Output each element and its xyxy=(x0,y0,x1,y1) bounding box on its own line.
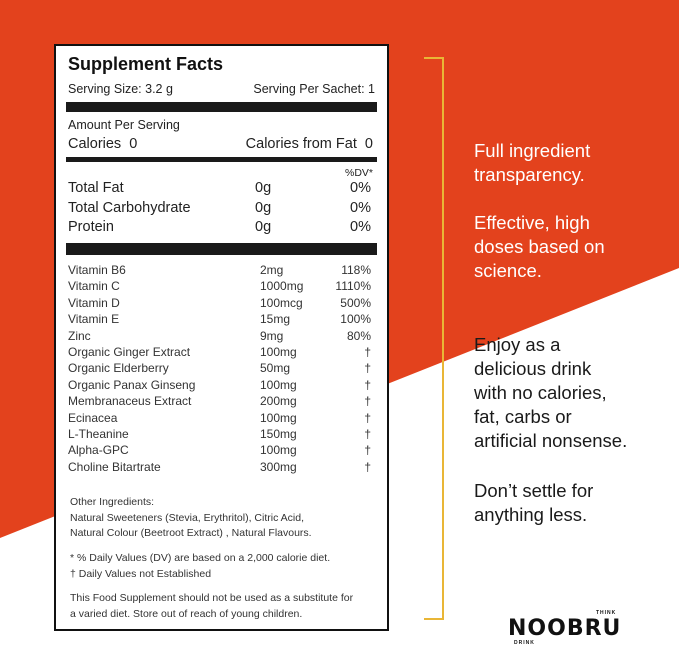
nutrient-row xyxy=(68,410,371,426)
blurb-line: Full ingredient xyxy=(474,140,591,161)
nutrient-name: Membranaceus Extract xyxy=(68,394,192,409)
supplement-facts-label xyxy=(54,44,389,631)
nutrient-dv: 1110% xyxy=(335,279,371,294)
nutrient-dv: † xyxy=(364,344,371,359)
dv-header: %DV* xyxy=(344,167,373,179)
nutrient-name: Organic Panax Ginseng xyxy=(68,377,196,392)
macro-dv: 0% xyxy=(350,219,371,235)
gold-bracket xyxy=(424,57,444,620)
nutrient-row xyxy=(68,442,371,458)
nutrient-dv: 100% xyxy=(340,312,371,327)
nutrient-name: Zinc xyxy=(68,328,91,343)
nutrient-value: 2mg xyxy=(260,263,284,277)
nutrient-value: 200mg xyxy=(260,394,297,409)
nutrient-value: 100mg xyxy=(260,344,297,359)
nutrient-value: 1000mg xyxy=(260,279,304,294)
blurb-line: transparency. xyxy=(474,164,585,185)
nutrient-row xyxy=(68,295,371,311)
nutrient-row xyxy=(68,328,371,344)
nutrient-row xyxy=(68,459,371,475)
macros-row-1 xyxy=(68,200,371,216)
nutrient-dv: † xyxy=(364,361,371,376)
blurb-effective xyxy=(474,211,669,283)
footnote-dv: * % Daily Values (DV) are based on a 2,000 calorie diet. xyxy=(70,552,331,564)
blurb-line: Enjoy as a xyxy=(474,334,561,355)
nutrient-row xyxy=(68,311,371,327)
blurb-line: artificial nonsense. xyxy=(474,430,628,451)
nutrient-name: Alpha-GPC xyxy=(68,443,129,458)
logo-think: THINK xyxy=(596,610,617,616)
blurb-transparency xyxy=(474,139,669,187)
nutrient-value: 100mg xyxy=(260,443,297,458)
noobru-logo xyxy=(508,610,638,646)
other-ingredients xyxy=(70,495,377,542)
nutrients-list xyxy=(68,262,371,475)
nutrient-dv: † xyxy=(364,377,371,392)
nutrient-name: Organic Ginger Extract xyxy=(68,344,191,359)
nutrient-value: 15mg xyxy=(260,312,291,327)
warning xyxy=(70,591,377,622)
nutrient-name: Vitamin B6 xyxy=(68,263,126,277)
nutrient-value: 300mg xyxy=(260,459,297,474)
calories: Calories 0 xyxy=(68,136,138,152)
macro-name: Protein xyxy=(68,219,114,235)
nutrient-value: 100mcg xyxy=(260,295,303,310)
nutrient-value: 50mg xyxy=(260,361,291,376)
blurb-line: science. xyxy=(474,260,542,281)
amount-per-serving-row xyxy=(68,118,375,132)
nutrient-name: Vitamin E xyxy=(68,312,120,327)
warning-line: This Food Supplement should not be used as a substitute for xyxy=(70,592,354,604)
footnote-dagger: † Daily Values not Established xyxy=(70,567,212,580)
nutrient-dv: 500% xyxy=(340,295,371,310)
macros-row-2 xyxy=(68,219,371,235)
blurb-line: anything less. xyxy=(474,504,588,525)
macro-value: 0g xyxy=(255,219,272,235)
nutrient-value: 100mg xyxy=(260,410,297,425)
serving-size: Serving Size: 3.2 g xyxy=(68,82,173,96)
nutrient-row xyxy=(68,278,371,294)
logo-wordmark: NOOBRU xyxy=(508,616,622,641)
nutrient-row xyxy=(68,393,371,409)
serving-per-sachet: Serving Per Sachet: 1 xyxy=(253,82,375,96)
macro-dv: 0% xyxy=(350,200,371,216)
blurb-dont-settle xyxy=(474,479,669,527)
other-ingredients-line: Natural Sweeteners (Stevia, Erythritol), Citric Acid, xyxy=(70,511,304,524)
thick-divider xyxy=(66,102,377,112)
blurb-line: with no calories, xyxy=(474,382,607,403)
macro-dv: 0% xyxy=(350,180,371,196)
thick-divider-2 xyxy=(66,243,377,255)
macro-name: Total Carbohydrate xyxy=(68,200,191,216)
other-ingredients-line: Natural Colour (Beetroot Extract) , Natural Flavours. xyxy=(70,527,312,539)
nutrient-row xyxy=(68,426,371,442)
blurb-line: fat, carbs or xyxy=(474,406,572,427)
nutrient-dv: † xyxy=(364,459,371,474)
nutrient-row xyxy=(68,262,371,278)
amount-per-serving: Amount Per Serving xyxy=(68,118,180,132)
nutrient-row xyxy=(68,344,371,360)
nutrient-value: 100mg xyxy=(260,377,297,392)
warning-line: a varied diet. Store out of reach of young children. xyxy=(70,607,303,620)
blurb-enjoy xyxy=(474,333,669,453)
nutrient-value: 9mg xyxy=(260,328,284,343)
nutrient-name: L-Theanine xyxy=(68,426,129,441)
calories-row xyxy=(68,136,373,152)
macros-row-0 xyxy=(68,180,371,196)
medium-divider xyxy=(66,157,377,162)
dv-header-row xyxy=(68,167,373,179)
serving-row xyxy=(68,82,375,96)
nutrient-dv: † xyxy=(364,394,371,409)
nutrient-name: Ecinacea xyxy=(68,410,118,425)
macro-value: 0g xyxy=(255,180,272,196)
calories-from-fat: Calories from Fat 0 xyxy=(245,136,373,152)
nutrient-row xyxy=(68,377,371,393)
blurb-line: delicious drink xyxy=(474,358,592,379)
nutrient-value: 150mg xyxy=(260,426,297,441)
logo-drink: DRINK xyxy=(514,640,535,646)
nutrient-name: Choline Bitartrate xyxy=(68,459,161,474)
other-ingredients-title: Other Ingredients: xyxy=(70,496,155,508)
blurb-line: Effective, high xyxy=(474,212,590,233)
nutrient-name: Organic Elderberry xyxy=(68,361,169,376)
blurb-line: doses based on xyxy=(474,236,605,257)
macro-value: 0g xyxy=(255,200,272,216)
macro-name: Total Fat xyxy=(68,180,124,196)
nutrient-dv: † xyxy=(364,410,371,425)
nutrient-name: Vitamin C xyxy=(68,279,120,294)
nutrient-dv: † xyxy=(364,426,371,441)
nutrient-dv: 118% xyxy=(341,263,371,277)
nutrient-row xyxy=(68,360,371,376)
blurb-line: Don’t settle for xyxy=(474,480,594,501)
nutrient-name: Vitamin D xyxy=(68,295,120,310)
footnotes xyxy=(70,551,377,582)
nutrient-dv: † xyxy=(364,443,371,458)
nutrient-dv: 80% xyxy=(346,328,371,343)
label-title: Supplement Facts xyxy=(68,54,224,74)
